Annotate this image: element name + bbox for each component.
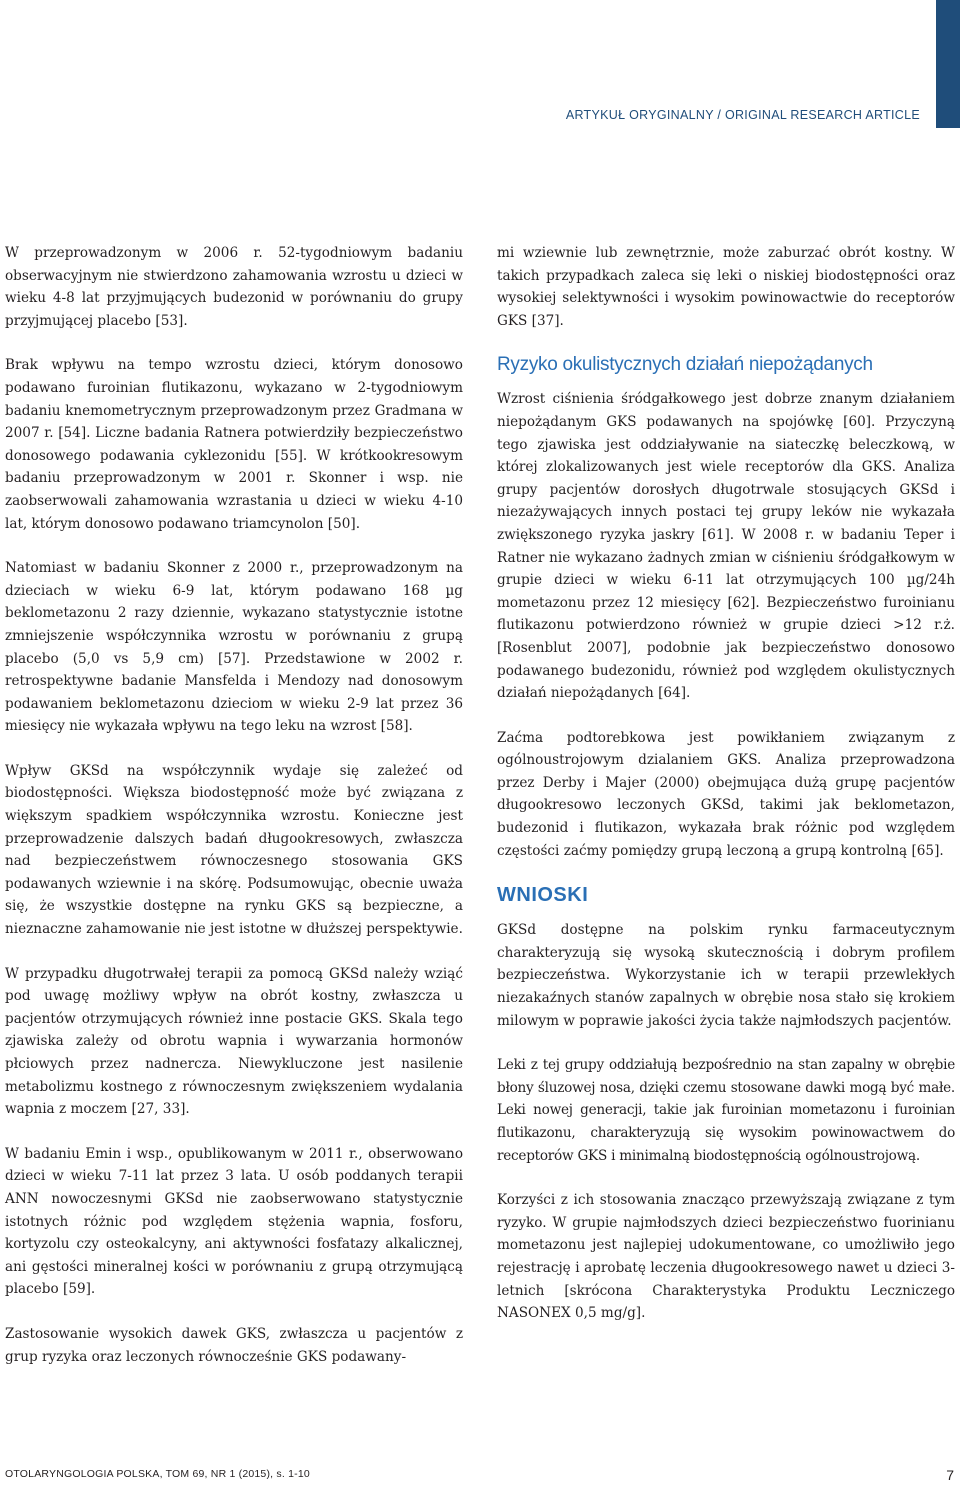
paragraph: W badaniu Emin i wsp., opublikowanym w 2011 r., obserwowano dzieci w wieku 7-11 lat przez 3 lata. U osób poddanych terapii ANN nowoczesnymi GKSd nie zaobserwowano statystycznie istotnych różnic pod względem stężenia wapnia, fosforu, kortyzolu czy osteokalcyny, ani aktywności fosfatazy alkalicznej, ani gęstości mineralnej kości w porównaniu z grupą otrzymującą placebo [59].	[5, 1145, 463, 1298]
paragraph: GKSd dostępne na polskim rynku farmaceutycznym charakteryzują się wysoką skutecznością i dobrym profilem bezpieczeństwa. Wykorzystanie ich w terapii przewlekłych niezakaźnych stanów zapalnych w obrębie nosa stało się krokiem milowym w poprawie jakości życia także najmłodszych pacjentów.	[497, 922, 955, 1029]
paragraph: Zastosowanie wysokich dawek GKS, zwłaszcza u pacjentów z grup ryzyka oraz leczonych równocześnie GKS podawany-	[5, 1325, 463, 1365]
paragraph: Zaćma podtorebkowa jest powikłaniem związanym z ogólnoustrojowym dzialaniem GKS. Analiza przeprowadzona przez Derby i Majer (2000) obejmująca dużą grupę pacjentów długookresowo leczonych GKSd, takimi jak beklometazon, budezonid i flutikazon, wykazała brak różnic pod względem częstości zaćmy pomiędzy grupą leczoną a grupą kontrolną [65].	[497, 729, 955, 859]
page-number: 7	[946, 1467, 954, 1483]
section-heading-ophthalmic-risk: Ryzyko okulistycznych działań niepożądanych	[497, 354, 873, 376]
paragraph: Korzyści z ich stosowania znacząco przewyższają związane z tym ryzyko. W grupie najmłodszych dzieci bezpieczeństwo fuorinianu mometazonu jest najlepiej udokumentowane, co umożliwiło jego rejestrację i aprobatę leczenia długookresowego nawet u dzieci 3-letnich [skrócona Charakterystyka Produktu Leczniczego NASONEX 0,5 mg/g].	[497, 1192, 955, 1322]
header-color-bar	[936, 0, 960, 128]
left-column	[5, 242, 463, 1390]
section-heading-conclusions: WNIOSKI	[497, 884, 589, 907]
right-column	[497, 242, 955, 1347]
paragraph: Wzrost ciśnienia śródgałkowego jest dobrze znanym działaniem niepożądanym GKS podawanych na spojówkę [60]. Przyczyną tego zjawiska jest oddziaływanie na siateczkę beleczkową, w której zlokalizowanych jest wiele receptorów dla GKS. Analiza grupy pacjentów dorosłych długotrwale stosujących GKSd i niezażywających innych postaci tej grupy leków nie wykazała zwiększonego ryzyka jaskry [61]. W 2008 r. w badaniu Teper i Ratner nie wykazano żadnych zmian w ciśnieniu śródgałkowym w grupie dzieci w wieku 6-11 lat otrzymujących 100 µg/24h mometazonu przez 12 miesięcy [62]. Bezpieczeństwo furoinianu flutikazonu potwierdzono również w grupie dzieci >12 r.ż. [Rosenblut 2007], podobnie jak bezpieczeństwo donosowo podawanego budezonidu, również pod względem okulistycznych działań niepożądanych [64].	[497, 391, 955, 702]
paragraph: W przeprowadzonym w 2006 r. 52-tygodniowym badaniu obserwacyjnym nie stwierdzono zahamowania wzrostu u dzieci w wieku 4-8 lat przyjmujących budezonid w porównaniu do grupy przyjmującej placebo [53].	[5, 245, 463, 329]
paragraph: Brak wpływu na tempo wzrostu dzieci, którym donosowo podawano furoinian flutikazonu, wykazano w 2-tygodniowym badaniu knemometrycznym przeprowadzonym przez Gradmana w 2007 r. [54]. Liczne badania Ratnera potwierdziły bezpieczeństwo donosowego podawania cyklezonidu [55]. W krótkookresowym badaniu przeprowadzonym w 2001 r. Skonner i wsp. nie zaobserwowali zahamowania wzrastania u dzieci w wieku 4-10 lat, którym donosowo podawano triamcynolon [50].	[5, 357, 463, 532]
paragraph: Leki z tej grupy oddziałują bezpośrednio na stan zapalny w obrębie błony śluzowej nosa, dzięki czemu stosowane dawki mogą być małe. Leki nowej generacji, takie jak furoinian mometazonu i furoinian flutikazonu, charakteryzują się wysokim powinowactwem do receptorów GKS i minimalną biodostępnością ogólnoustrojową.	[497, 1057, 955, 1164]
article-type-label: ARTYKUŁ ORYGINALNY / ORIGINAL RESEARCH ARTICLE	[565, 108, 920, 122]
paragraph: Natomiast w badaniu Skonner z 2000 r., przeprowadzonym na dzieciach w wieku 6-9 lat, którym podawano 168 µg beklometazonu 2 razy dziennie, wykazano statystycznie istotne zmniejszenie współczynnika wzrostu w porównaniu z grupą placebo (5,0 vs 5,9 cm) [57]. Przedstawione w 2002 r. retrospektywne badanie Mansfelda i Mendozy nad donosowym podawaniem beklometazonu dzieciom w wieku 2-9 lat przez 36 miesięcy nie wykazała wpływu na tego leku na wzrost [58].	[5, 560, 463, 735]
journal-citation: OTOLARYNGOLOGIA POLSKA, TOM 69, NR 1 (2015), s. 1-10	[5, 1468, 310, 1480]
paragraph: mi wziewnie lub zewnętrznie, może zaburzać obrót kostny. W takich przypadkach zaleca się leki o niskiej biodostępności oraz wysokiej selektywności i wysokim powinowactwie do receptorów GKS [37].	[497, 245, 955, 329]
paragraph: Wpływ GKSd na współczynnik wydaje się zależeć od biodostępności. Większa biodostępność może być związana z większym spadkiem współczynnika wzrostu. Konieczne jest przeprowadzenie dalszych badań długookresowych, zwłaszcza nad bezpieczeństwem równoczesnego stosowania GKS podawanych wziewnie i na skórę. Podsumowując, obecnie uważa się, że wszystkie dostępne na rynku GKS są bezpieczne, a nieznaczne zahamowanie nie jest istotne w dłuższej perspektywie.	[5, 762, 463, 938]
paragraph: W przypadku długotrwałej terapii za pomocą GKSd należy wziąć pod uwagę możliwy wpływ na obrót kostny, zwłaszcza u pacjentów otrzymujących również inne postacie GKS. Skala tego zjawiska zależy od obrotu wapnia i wywarzania hormonów płciowych przez nadnercza. Niewykluczone jest nasilenie metabolizmu kostnego z równoczesnym zwiększeniem wydalania wapnia z moczem [27, 33].	[5, 965, 463, 1118]
